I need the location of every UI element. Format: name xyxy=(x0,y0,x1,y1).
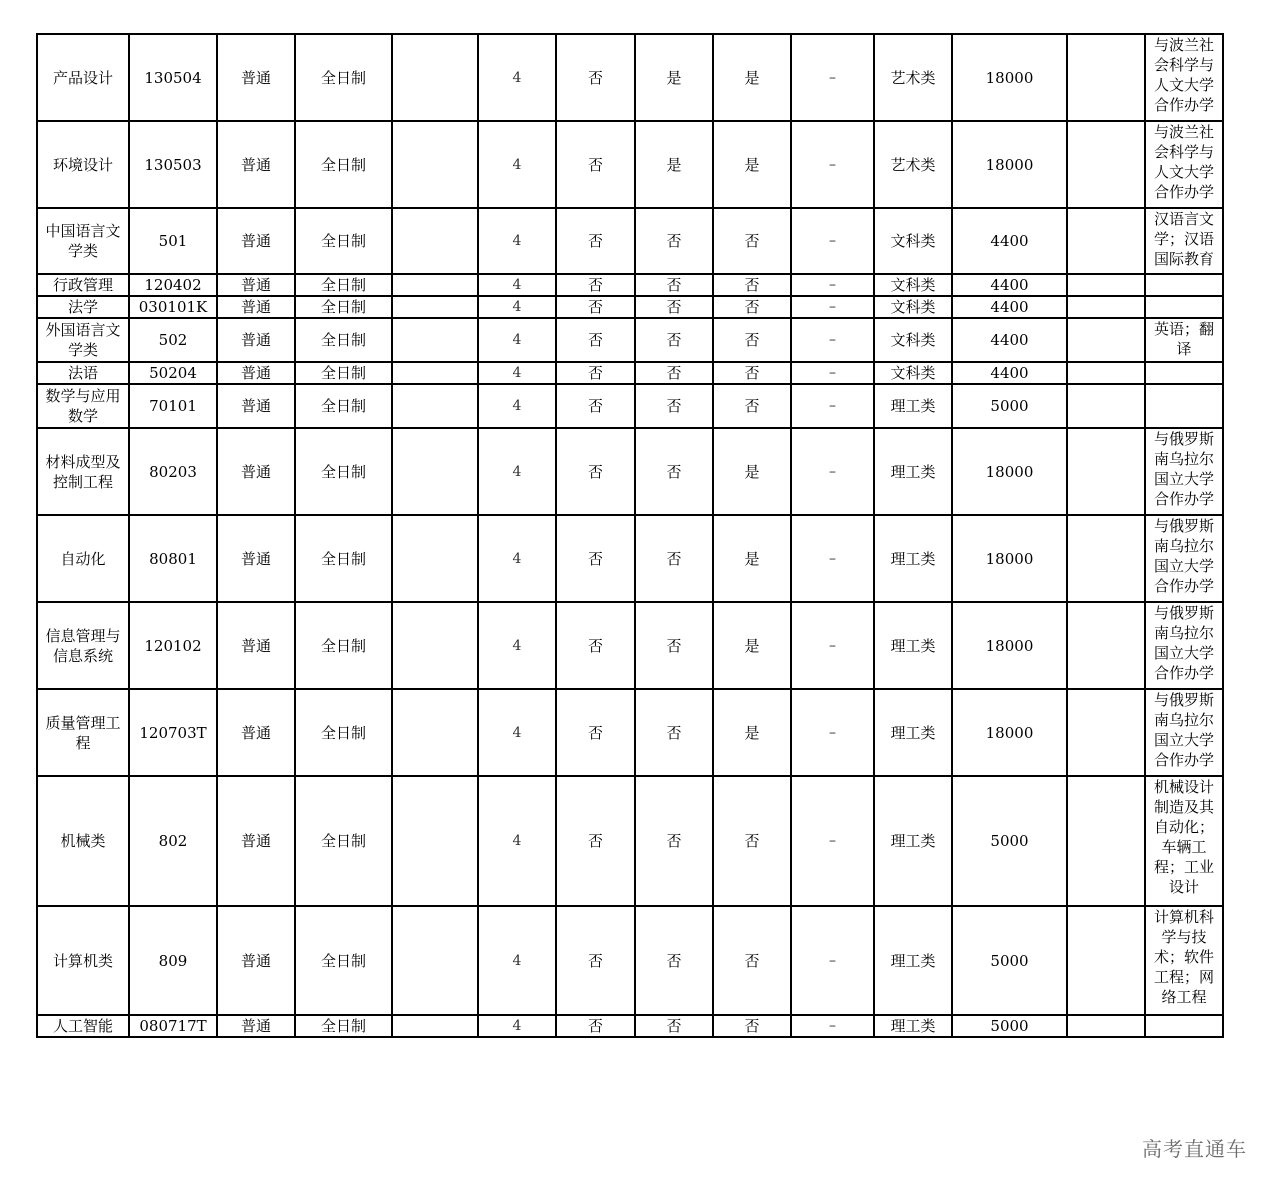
flag-cell: 否 xyxy=(635,602,713,689)
dash-cell: – xyxy=(791,34,874,121)
category-cell: 理工类 xyxy=(874,689,952,776)
mode-cell: 全日制 xyxy=(295,515,392,602)
level-cell: 普通 xyxy=(217,602,295,689)
flag-cell: 否 xyxy=(635,515,713,602)
level-cell: 普通 xyxy=(217,906,295,1015)
empty-cell xyxy=(392,602,478,689)
empty-cell xyxy=(392,362,478,384)
years-cell: 4 xyxy=(478,121,556,208)
fee-cell: 18000 xyxy=(952,428,1067,515)
mode-cell: 全日制 xyxy=(295,428,392,515)
note-cell xyxy=(1145,362,1223,384)
major-name: 法语 xyxy=(37,362,129,384)
category-cell: 文科类 xyxy=(874,296,952,318)
major-name: 材料成型及控制工程 xyxy=(37,428,129,515)
flag-cell: 是 xyxy=(713,689,791,776)
major-name: 产品设计 xyxy=(37,34,129,121)
flag-cell: 否 xyxy=(635,296,713,318)
fee-cell: 18000 xyxy=(952,34,1067,121)
note-cell xyxy=(1145,384,1223,428)
note-cell: 与俄罗斯南乌拉尔国立大学合作办学 xyxy=(1145,428,1223,515)
major-code: 120102 xyxy=(129,602,217,689)
category-cell: 文科类 xyxy=(874,274,952,296)
fee-cell: 5000 xyxy=(952,384,1067,428)
flag-cell: 否 xyxy=(556,428,635,515)
empty-cell xyxy=(1067,689,1145,776)
note-cell: 与波兰社会科学与人文大学合作办学 xyxy=(1145,121,1223,208)
mode-cell: 全日制 xyxy=(295,384,392,428)
empty-cell xyxy=(1067,906,1145,1015)
major-code: 130503 xyxy=(129,121,217,208)
major-code: 80801 xyxy=(129,515,217,602)
empty-cell xyxy=(392,776,478,906)
note-cell xyxy=(1145,296,1223,318)
empty-cell xyxy=(1067,776,1145,906)
major-name: 机械类 xyxy=(37,776,129,906)
flag-cell: 否 xyxy=(635,776,713,906)
flag-cell: 否 xyxy=(556,296,635,318)
years-cell: 4 xyxy=(478,362,556,384)
mode-cell: 全日制 xyxy=(295,318,392,362)
flag-cell: 否 xyxy=(713,296,791,318)
mode-cell: 全日制 xyxy=(295,689,392,776)
category-cell: 艺术类 xyxy=(874,34,952,121)
major-name: 行政管理 xyxy=(37,274,129,296)
category-cell: 艺术类 xyxy=(874,121,952,208)
dash-cell: – xyxy=(791,318,874,362)
mode-cell: 全日制 xyxy=(295,208,392,274)
flag-cell: 否 xyxy=(713,384,791,428)
fee-cell: 4400 xyxy=(952,296,1067,318)
empty-cell xyxy=(1067,121,1145,208)
note-cell: 与俄罗斯南乌拉尔国立大学合作办学 xyxy=(1145,689,1223,776)
flag-cell: 是 xyxy=(713,121,791,208)
years-cell: 4 xyxy=(478,776,556,906)
empty-cell xyxy=(1067,274,1145,296)
years-cell: 4 xyxy=(478,318,556,362)
note-cell: 与波兰社会科学与人文大学合作办学 xyxy=(1145,34,1223,121)
flag-cell: 是 xyxy=(713,34,791,121)
table-row xyxy=(37,318,1223,362)
flag-cell: 是 xyxy=(713,602,791,689)
table-row xyxy=(37,296,1223,318)
note-cell: 与俄罗斯南乌拉尔国立大学合作办学 xyxy=(1145,515,1223,602)
empty-cell xyxy=(392,296,478,318)
major-code: 80203 xyxy=(129,428,217,515)
major-name: 中国语言文学类 xyxy=(37,208,129,274)
note-cell xyxy=(1145,1015,1223,1037)
flag-cell: 否 xyxy=(713,318,791,362)
major-code: 120703T xyxy=(129,689,217,776)
major-name: 质量管理工程 xyxy=(37,689,129,776)
flag-cell: 否 xyxy=(713,1015,791,1037)
mode-cell: 全日制 xyxy=(295,274,392,296)
mode-cell: 全日制 xyxy=(295,296,392,318)
fee-cell: 4400 xyxy=(952,362,1067,384)
level-cell: 普通 xyxy=(217,428,295,515)
watermark-text: 高考直通车 xyxy=(1142,1137,1247,1161)
fee-cell: 4400 xyxy=(952,208,1067,274)
empty-cell xyxy=(1067,602,1145,689)
dash-cell: – xyxy=(791,428,874,515)
mode-cell: 全日制 xyxy=(295,776,392,906)
mode-cell: 全日制 xyxy=(295,34,392,121)
flag-cell: 否 xyxy=(713,776,791,906)
empty-cell xyxy=(1067,362,1145,384)
dash-cell: – xyxy=(791,208,874,274)
fee-cell: 5000 xyxy=(952,906,1067,1015)
category-cell: 理工类 xyxy=(874,515,952,602)
table-row xyxy=(37,515,1223,602)
level-cell: 普通 xyxy=(217,274,295,296)
empty-cell xyxy=(1067,318,1145,362)
level-cell: 普通 xyxy=(217,208,295,274)
empty-cell xyxy=(392,208,478,274)
flag-cell: 否 xyxy=(556,1015,635,1037)
flag-cell: 是 xyxy=(713,428,791,515)
flag-cell: 是 xyxy=(713,515,791,602)
empty-cell xyxy=(392,689,478,776)
years-cell: 4 xyxy=(478,208,556,274)
major-code: 501 xyxy=(129,208,217,274)
fee-cell: 5000 xyxy=(952,1015,1067,1037)
fee-cell: 18000 xyxy=(952,515,1067,602)
category-cell: 理工类 xyxy=(874,384,952,428)
major-name: 法学 xyxy=(37,296,129,318)
years-cell: 4 xyxy=(478,34,556,121)
flag-cell: 否 xyxy=(635,428,713,515)
flag-cell: 否 xyxy=(635,362,713,384)
category-cell: 理工类 xyxy=(874,428,952,515)
dash-cell: – xyxy=(791,906,874,1015)
flag-cell: 否 xyxy=(556,362,635,384)
major-code: 50204 xyxy=(129,362,217,384)
major-code: 70101 xyxy=(129,384,217,428)
empty-cell xyxy=(392,121,478,208)
table-row xyxy=(37,776,1223,906)
table-body xyxy=(37,34,1223,1037)
dash-cell: – xyxy=(791,689,874,776)
category-cell: 文科类 xyxy=(874,362,952,384)
empty-cell xyxy=(392,274,478,296)
major-code: 120402 xyxy=(129,274,217,296)
major-code: 809 xyxy=(129,906,217,1015)
major-name: 计算机类 xyxy=(37,906,129,1015)
years-cell: 4 xyxy=(478,274,556,296)
dash-cell: – xyxy=(791,384,874,428)
empty-cell xyxy=(1067,296,1145,318)
table-row xyxy=(37,602,1223,689)
major-code: 080717T xyxy=(129,1015,217,1037)
dash-cell: – xyxy=(791,274,874,296)
level-cell: 普通 xyxy=(217,776,295,906)
dash-cell: – xyxy=(791,602,874,689)
empty-cell xyxy=(1067,34,1145,121)
dash-cell: – xyxy=(791,362,874,384)
flag-cell: 否 xyxy=(635,208,713,274)
flag-cell: 否 xyxy=(556,776,635,906)
category-cell: 文科类 xyxy=(874,318,952,362)
level-cell: 普通 xyxy=(217,689,295,776)
table-row xyxy=(37,34,1223,121)
empty-cell xyxy=(1067,384,1145,428)
flag-cell: 否 xyxy=(556,274,635,296)
level-cell: 普通 xyxy=(217,515,295,602)
level-cell: 普通 xyxy=(217,384,295,428)
major-code: 802 xyxy=(129,776,217,906)
empty-cell xyxy=(392,428,478,515)
flag-cell: 否 xyxy=(556,121,635,208)
fee-cell: 4400 xyxy=(952,274,1067,296)
major-code: 030101K xyxy=(129,296,217,318)
note-cell xyxy=(1145,274,1223,296)
major-code: 130504 xyxy=(129,34,217,121)
empty-cell xyxy=(1067,208,1145,274)
flag-cell: 否 xyxy=(713,274,791,296)
mode-cell: 全日制 xyxy=(295,906,392,1015)
empty-cell xyxy=(1067,515,1145,602)
majors-table xyxy=(36,33,1224,1038)
major-name: 环境设计 xyxy=(37,121,129,208)
years-cell: 4 xyxy=(478,906,556,1015)
empty-cell xyxy=(1067,428,1145,515)
years-cell: 4 xyxy=(478,296,556,318)
flag-cell: 否 xyxy=(635,318,713,362)
major-name: 信息管理与信息系统 xyxy=(37,602,129,689)
category-cell: 理工类 xyxy=(874,602,952,689)
major-name: 人工智能 xyxy=(37,1015,129,1037)
flag-cell: 否 xyxy=(556,602,635,689)
flag-cell: 否 xyxy=(635,1015,713,1037)
fee-cell: 18000 xyxy=(952,602,1067,689)
empty-cell xyxy=(392,318,478,362)
dash-cell: – xyxy=(791,1015,874,1037)
table-row xyxy=(37,274,1223,296)
flag-cell: 否 xyxy=(713,362,791,384)
level-cell: 普通 xyxy=(217,34,295,121)
dash-cell: – xyxy=(791,515,874,602)
flag-cell: 否 xyxy=(713,906,791,1015)
level-cell: 普通 xyxy=(217,1015,295,1037)
category-cell: 理工类 xyxy=(874,906,952,1015)
level-cell: 普通 xyxy=(217,121,295,208)
flag-cell: 否 xyxy=(556,515,635,602)
flag-cell: 否 xyxy=(635,689,713,776)
major-code: 502 xyxy=(129,318,217,362)
fee-cell: 4400 xyxy=(952,318,1067,362)
empty-cell xyxy=(1067,1015,1145,1037)
table-row xyxy=(37,362,1223,384)
note-cell: 机械设计制造及其自动化；车辆工程；工业设计 xyxy=(1145,776,1223,906)
flag-cell: 否 xyxy=(635,906,713,1015)
empty-cell xyxy=(392,1015,478,1037)
category-cell: 理工类 xyxy=(874,1015,952,1037)
note-cell: 汉语言文学；汉语国际教育 xyxy=(1145,208,1223,274)
empty-cell xyxy=(392,515,478,602)
level-cell: 普通 xyxy=(217,362,295,384)
flag-cell: 否 xyxy=(556,318,635,362)
table-row xyxy=(37,384,1223,428)
fee-cell: 18000 xyxy=(952,121,1067,208)
mode-cell: 全日制 xyxy=(295,121,392,208)
level-cell: 普通 xyxy=(217,318,295,362)
fee-cell: 5000 xyxy=(952,776,1067,906)
major-name: 数学与应用数学 xyxy=(37,384,129,428)
dash-cell: – xyxy=(791,776,874,906)
table-row xyxy=(37,689,1223,776)
note-cell: 与俄罗斯南乌拉尔国立大学合作办学 xyxy=(1145,602,1223,689)
level-cell: 普通 xyxy=(217,296,295,318)
empty-cell xyxy=(392,34,478,121)
years-cell: 4 xyxy=(478,602,556,689)
years-cell: 4 xyxy=(478,384,556,428)
mode-cell: 全日制 xyxy=(295,1015,392,1037)
flag-cell: 否 xyxy=(556,34,635,121)
category-cell: 理工类 xyxy=(874,776,952,906)
dash-cell: – xyxy=(791,121,874,208)
flag-cell: 否 xyxy=(556,384,635,428)
flag-cell: 否 xyxy=(635,384,713,428)
table-row xyxy=(37,121,1223,208)
table-row xyxy=(37,1015,1223,1037)
flag-cell: 否 xyxy=(713,208,791,274)
years-cell: 4 xyxy=(478,428,556,515)
empty-cell xyxy=(392,906,478,1015)
years-cell: 4 xyxy=(478,515,556,602)
dash-cell: – xyxy=(791,296,874,318)
flag-cell: 是 xyxy=(635,121,713,208)
note-cell: 计算机科学与技术；软件工程；网络工程 xyxy=(1145,906,1223,1015)
flag-cell: 是 xyxy=(635,34,713,121)
fee-cell: 18000 xyxy=(952,689,1067,776)
table-row xyxy=(37,208,1223,274)
category-cell: 文科类 xyxy=(874,208,952,274)
flag-cell: 否 xyxy=(635,274,713,296)
note-cell: 英语；翻译 xyxy=(1145,318,1223,362)
flag-cell: 否 xyxy=(556,208,635,274)
major-name: 自动化 xyxy=(37,515,129,602)
years-cell: 4 xyxy=(478,689,556,776)
years-cell: 4 xyxy=(478,1015,556,1037)
mode-cell: 全日制 xyxy=(295,362,392,384)
flag-cell: 否 xyxy=(556,906,635,1015)
flag-cell: 否 xyxy=(556,689,635,776)
table-row xyxy=(37,428,1223,515)
major-name: 外国语言文学类 xyxy=(37,318,129,362)
mode-cell: 全日制 xyxy=(295,602,392,689)
table-row xyxy=(37,906,1223,1015)
empty-cell xyxy=(392,384,478,428)
